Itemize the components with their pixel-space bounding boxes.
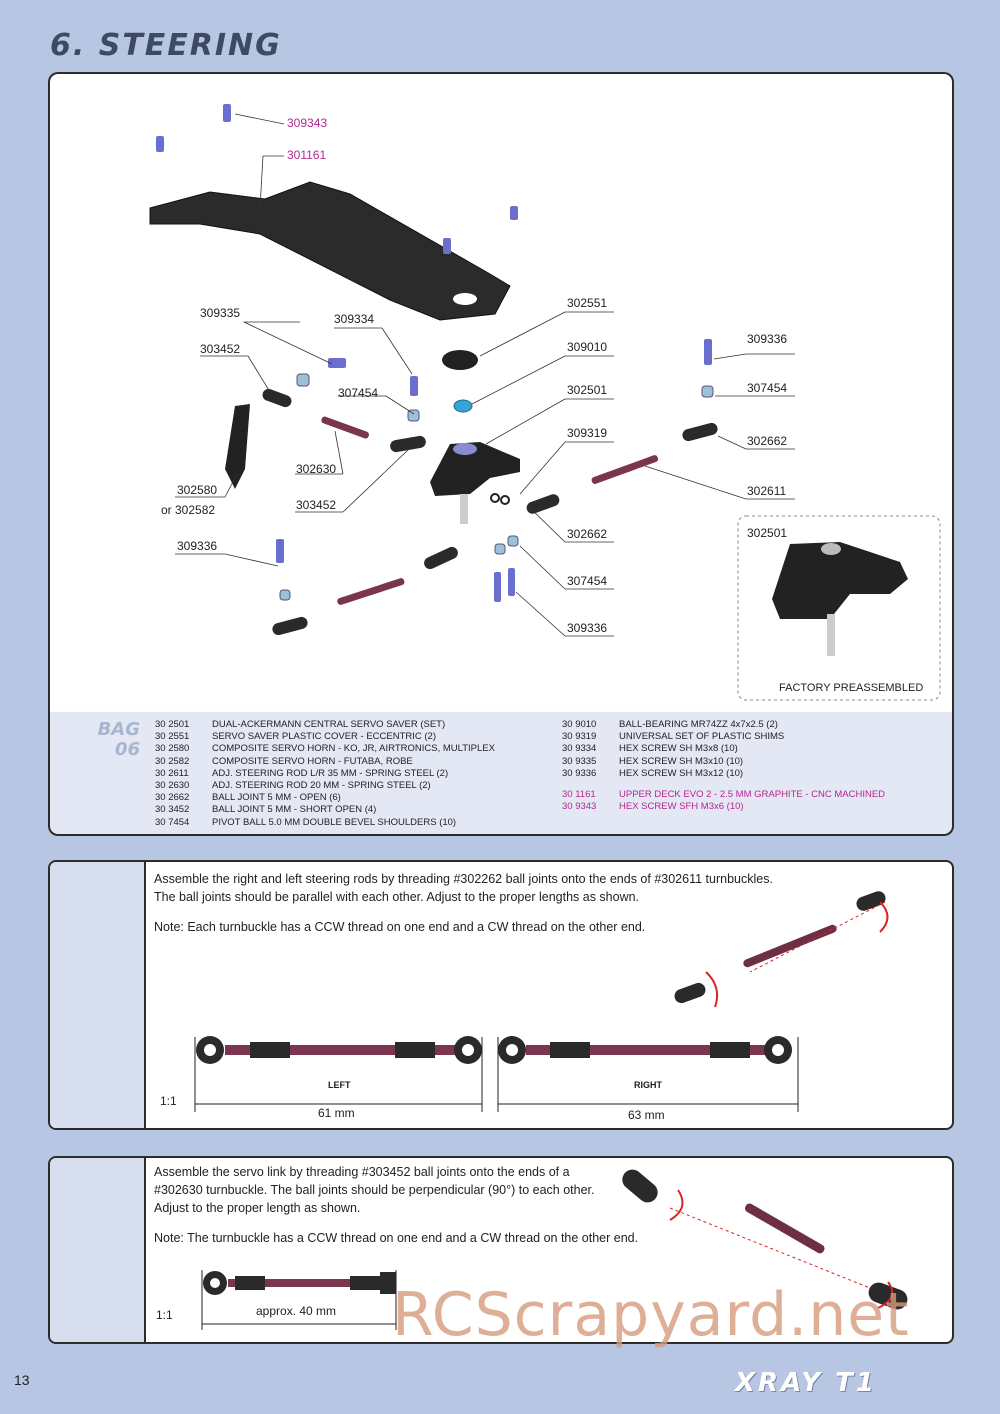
step2-note: Note: The turnbuckle has a CCW thread on one end and a CW thread on the other end. <box>154 1231 639 1245</box>
callout-309334: 309334 <box>334 312 375 326</box>
step2-line1: Assemble the servo link by threading #303452 ball joints onto the ends of a <box>154 1165 570 1179</box>
callout-301161: 301161 <box>287 148 327 162</box>
bag-label <box>60 720 140 760</box>
part-desc: BALL JOINT 5 MM - SHORT OPEN (4) <box>212 804 377 816</box>
callout-309336-left: 309336 <box>177 539 218 553</box>
part-code: 30 2551 <box>155 731 190 743</box>
step1-right-label: RIGHT <box>634 1080 662 1090</box>
pivot-balls <box>280 374 713 600</box>
part-code: 30 9010 <box>562 719 597 730</box>
parts-row <box>562 789 885 801</box>
callout-309010: 309010 <box>567 340 608 354</box>
part-desc: HEX SCREW SH M3x8 (10) <box>619 743 738 755</box>
callout-303452-top: 303452 <box>200 342 241 356</box>
part-desc: BALL JOINT 5 MM - OPEN (6) <box>212 792 341 804</box>
step2-line3: Adjust to the proper length as shown. <box>154 1201 361 1215</box>
part-desc: COMPOSITE SERVO HORN - KO, JR, AIRTRONICS, MULTIPLEX <box>212 743 495 755</box>
part-desc: PIVOT BALL 5.0 MM DOUBLE BEVEL SHOULDERS (10) <box>212 816 457 828</box>
ball-bearing <box>454 400 472 412</box>
callout-309343: 309343 <box>287 116 328 130</box>
part-code: 30 2582 <box>155 755 190 767</box>
bag-label-line1: BAG <box>97 719 140 740</box>
step1-scale: 1:1 <box>160 1094 177 1108</box>
step-steering-rods <box>48 860 954 1130</box>
part-desc: HEX SCREW SH M3x10 (10) <box>619 755 744 767</box>
part-code: 30 7454 <box>155 816 190 828</box>
part-code: 30 2630 <box>155 780 190 792</box>
step2-scale: 1:1 <box>156 1308 173 1322</box>
callout-307454-center: 307454 <box>338 386 379 400</box>
page-title: 6. STEERING <box>50 28 282 63</box>
parts-row <box>155 768 495 780</box>
servo-horn <box>225 404 250 489</box>
part-desc: HEX SCREW SH M3x12 (10) <box>619 767 744 779</box>
step1-diagram <box>50 862 956 1132</box>
servo-saver-cover <box>442 350 478 370</box>
part-code: 30 2580 <box>155 743 190 755</box>
brand-logo: XRAY T1 <box>735 1368 877 1398</box>
step1-line2: The ball joints should be parallel with each other. Adjust to the proper lengths as shown. <box>154 890 640 904</box>
callout-303452-bottom: 303452 <box>296 498 337 512</box>
callout-302551: 302551 <box>567 296 608 310</box>
step1-line1: Assemble the right and left steering rods by threading #302262 ball joints onto the ends of #302611 turnbuckles. <box>154 872 773 886</box>
parts-row <box>562 743 885 755</box>
part-code: 30 2611 <box>155 767 189 779</box>
part-desc: BALL-BEARING MR74ZZ 4x7x2.5 (2) <box>619 719 778 730</box>
callout-302611: 302611 <box>747 484 787 498</box>
part-desc: SERVO SAVER PLASTIC COVER - ECCENTRIC (2) <box>212 731 436 743</box>
servo-link <box>203 1271 396 1295</box>
part-desc: ADJ. STEERING ROD 20 MM - SPRING STEEL (2) <box>212 780 431 792</box>
inset-caption: FACTORY PREASSEMBLED <box>779 682 924 694</box>
exploded-diagram <box>50 74 952 714</box>
step1-left-dim: 61 mm <box>318 1106 355 1120</box>
part-desc: ADJ. STEERING ROD L/R 35 MM - SPRING STEEL (2) <box>212 767 449 779</box>
leader-lines <box>175 114 795 636</box>
step2-line2: #302630 turnbuckle. The ball joints should be perpendicular (90°) to each other. <box>154 1183 595 1197</box>
callout-307454-right: 307454 <box>747 381 788 395</box>
upper-deck-hole <box>453 293 477 305</box>
parts-row <box>155 743 495 755</box>
step1-left-label: LEFT <box>328 1080 351 1090</box>
step1-right-dim: 63 mm <box>628 1108 665 1122</box>
parts-row <box>562 731 885 743</box>
inset-part-number: 302501 <box>747 526 788 540</box>
part-desc: DUAL-ACKERMANN CENTRAL SERVO SAVER (SET) <box>212 719 446 730</box>
callout-309336-bottom: 309336 <box>567 621 608 635</box>
part-code: 30 9343 <box>562 801 597 813</box>
callout-309335: 309335 <box>200 306 241 320</box>
steering-rods <box>320 416 658 606</box>
part-desc: UNIVERSAL SET OF PLASTIC SHIMS <box>619 731 785 743</box>
callout-302582: or 302582 <box>161 503 216 517</box>
part-code: 30 2501 <box>155 719 190 730</box>
callout-309336-right: 309336 <box>747 332 788 346</box>
callout-302630: 302630 <box>296 462 337 476</box>
callout-307454-bottom: 307454 <box>567 574 608 588</box>
parts-row <box>155 817 495 829</box>
part-desc: HEX SCREW SFH M3x6 (10) <box>619 801 744 813</box>
step2-dim: approx. 40 mm <box>256 1304 337 1318</box>
step1-note: Note: Each turnbuckle has a CCW thread on one end and a CW thread on the other end. <box>154 920 646 934</box>
exploded-view-panel <box>48 72 954 714</box>
part-desc: COMPOSITE SERVO HORN - FUTABA, ROBE <box>212 755 413 767</box>
bag-label-line2: 06 <box>114 739 140 760</box>
parts-row <box>562 768 885 780</box>
part-desc: UPPER DECK EVO 2 - 2.5 MM GRAPHITE - CNC MACHINED <box>619 789 886 801</box>
page-number: 13 <box>14 1372 30 1388</box>
parts-list-right <box>562 719 885 813</box>
parts-row <box>562 801 885 813</box>
parts-row <box>155 792 495 804</box>
right-rod <box>498 1036 792 1064</box>
parts-list-left <box>155 719 495 829</box>
part-code: 30 9335 <box>562 755 597 767</box>
part-code: 30 9334 <box>562 743 597 755</box>
part-code: 30 2662 <box>155 792 190 804</box>
inset-servo-saver <box>772 542 908 656</box>
parts-row <box>155 719 495 731</box>
part-code: 30 1161 <box>562 789 596 801</box>
part-code: 30 9336 <box>562 767 597 779</box>
parts-row <box>155 731 495 743</box>
parts-row <box>155 804 495 816</box>
callout-302580: 302580 <box>177 483 218 497</box>
parts-row <box>562 719 885 731</box>
callout-302501: 302501 <box>567 383 608 397</box>
callout-302662-bottom: 302662 <box>567 527 608 541</box>
left-rod <box>196 1036 482 1064</box>
watermark: RCScrapyard.net <box>392 1280 910 1350</box>
parts-row <box>562 756 885 768</box>
parts-row <box>155 756 495 768</box>
callout-302662-right: 302662 <box>747 434 788 448</box>
callout-309319: 309319 <box>567 426 608 440</box>
part-code: 30 9319 <box>562 731 597 743</box>
part-code: 30 3452 <box>155 804 190 816</box>
parts-row <box>155 780 495 792</box>
